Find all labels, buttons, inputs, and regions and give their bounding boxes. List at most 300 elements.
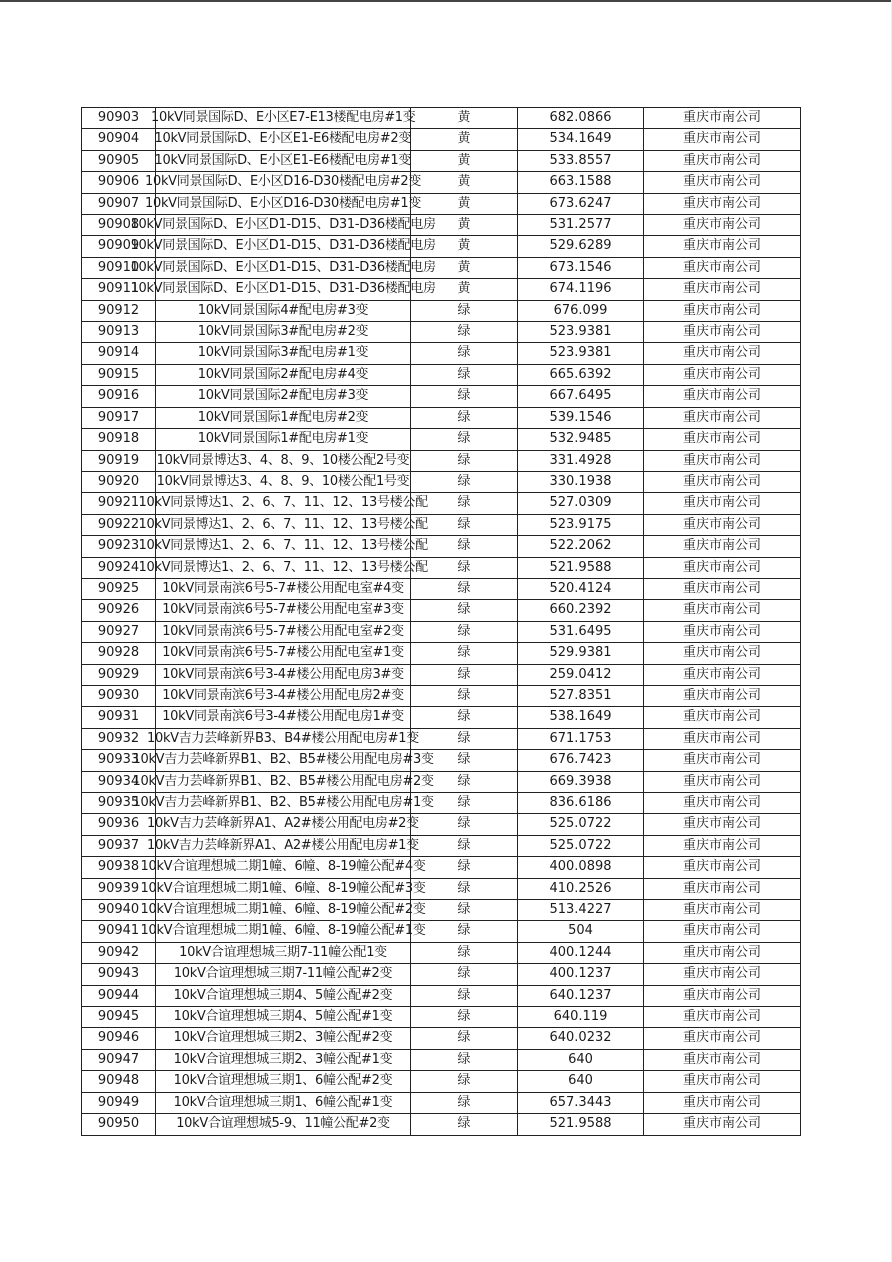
cell-company: 重庆市南公司 — [644, 236, 801, 257]
cell-name-text: 10kV同景国际4#配电房#3变 — [197, 302, 369, 318]
table-row — [82, 364, 801, 385]
cell-id: 90910 — [82, 257, 156, 278]
cell-value: 674.1196 — [518, 279, 644, 300]
cell-id: 90919 — [82, 450, 156, 471]
table-row — [82, 1092, 801, 1113]
cell-color: 绿 — [411, 429, 518, 450]
cell-name — [151, 108, 416, 129]
cell-id: 90941 — [82, 921, 156, 942]
cell-color: 绿 — [411, 407, 518, 428]
cell-value: 660.2392 — [518, 600, 644, 621]
cell-company: 重庆市南公司 — [644, 578, 801, 599]
table-row — [82, 750, 801, 771]
cell-company: 重庆市南公司 — [644, 835, 801, 856]
cell-value: 657.3443 — [518, 1092, 644, 1113]
cell-id: 90943 — [82, 964, 156, 985]
table-row — [82, 1007, 801, 1028]
cell-id: 90931 — [82, 707, 156, 728]
cell-value: 682.0866 — [518, 108, 644, 129]
cell-value: 533.8557 — [518, 150, 644, 171]
table-row — [82, 1071, 801, 1092]
cell-name — [130, 257, 436, 278]
cell-name-text: 10kV合谊理想城二期1幢、6幢、8-19幢公配#2变 — [140, 902, 426, 918]
cell-company: 重庆市南公司 — [644, 750, 801, 771]
cell-name-text: 10kV合谊理想城三期1、6幢公配#1变 — [173, 1094, 393, 1110]
cell-id: 90925 — [82, 578, 156, 599]
cell-value: 527.0309 — [518, 493, 644, 514]
cell-name — [156, 707, 411, 728]
cell-name-text: 10kV同景南滨6号3-4#楼公用配电房3#变 — [162, 666, 404, 682]
cell-name-text: 10kV同景南滨6号5-7#楼公用配电室#1变 — [162, 645, 404, 661]
cell-name — [156, 1028, 411, 1049]
cell-value: 640.119 — [518, 1007, 644, 1028]
transformer-table — [81, 107, 801, 1136]
cell-color: 黄 — [411, 172, 518, 193]
cell-value: 529.6289 — [518, 236, 644, 257]
cell-color: 黄 — [411, 215, 518, 236]
cell-color: 黄 — [411, 279, 518, 300]
cell-name-text: 10kV同景国际3#配电房#2变 — [197, 324, 369, 340]
cell-value: 400.1237 — [518, 964, 644, 985]
cell-name — [138, 493, 428, 514]
cell-name-text: 10kV同景国际D、E小区D16-D30楼配电房#2变 — [145, 174, 422, 190]
cell-name-text: 10kV合谊理想城三期4、5幢公配#2变 — [173, 987, 393, 1003]
page-top-border — [0, 0, 892, 2]
table-row — [82, 343, 801, 364]
cell-name-text: 10kV同景国际D、E小区E7-E13楼配电房#1变 — [151, 110, 416, 125]
cell-name-text: 10kV同景南滨6号5-7#楼公用配电室#4变 — [162, 580, 404, 596]
table-row — [82, 493, 801, 514]
cell-company: 重庆市南公司 — [644, 150, 801, 171]
cell-name-text: 10kV同景国际1#配电房#2变 — [197, 409, 369, 425]
table-row — [82, 942, 801, 963]
cell-value: 538.1649 — [518, 707, 644, 728]
cell-value: 400.1244 — [518, 942, 644, 963]
cell-value: 534.1649 — [518, 129, 644, 150]
table-row — [82, 450, 801, 471]
cell-name-text: 10kV同景南滨6号3-4#楼公用配电房2#变 — [162, 687, 404, 703]
cell-value: 539.1546 — [518, 407, 644, 428]
table-row — [82, 814, 801, 835]
cell-id: 90915 — [82, 364, 156, 385]
table-row — [82, 707, 801, 728]
cell-company: 重庆市南公司 — [644, 300, 801, 321]
table-row — [82, 1049, 801, 1070]
cell-name — [156, 600, 411, 621]
cell-color: 黄 — [411, 129, 518, 150]
table-row — [82, 322, 801, 343]
cell-company: 重庆市南公司 — [644, 793, 801, 814]
cell-name-text: 10kV同景博达3、4、8、9、10楼公配2号变 — [156, 452, 410, 468]
cell-id: 90937 — [82, 835, 156, 856]
cell-company: 重庆市南公司 — [644, 557, 801, 578]
cell-value: 671.1753 — [518, 728, 644, 749]
table-row — [82, 600, 801, 621]
cell-name-text: 10kV同景国际D、E小区E1-E6楼配电房#2变 — [154, 131, 412, 147]
cell-name — [147, 814, 419, 835]
cell-name — [156, 643, 411, 664]
cell-id: 90918 — [82, 429, 156, 450]
table-row — [82, 643, 801, 664]
cell-name-text: 10kV吉力芸峰新界B3、B4#楼公用配电房#1变 — [147, 730, 419, 746]
table-row — [82, 728, 801, 749]
cell-value: 504 — [518, 921, 644, 942]
cell-company: 重庆市南公司 — [644, 536, 801, 557]
cell-name-text: 10kV同景国际2#配电房#3变 — [197, 388, 369, 404]
cell-name — [156, 621, 411, 642]
cell-company: 重庆市南公司 — [644, 707, 801, 728]
cell-name-text: 10kV吉力芸峰新界A1、A2#楼公用配电房#1变 — [147, 837, 419, 853]
cell-id: 90940 — [82, 900, 156, 921]
cell-value: 523.9175 — [518, 514, 644, 535]
cell-company: 重庆市南公司 — [644, 108, 801, 129]
table-row — [82, 921, 801, 942]
cell-name — [145, 172, 422, 193]
cell-company: 重庆市南公司 — [644, 429, 801, 450]
cell-name-text: 10kV同景博达1、2、6、7、11、12、13号楼公配 — [138, 516, 428, 532]
table-row — [82, 1114, 801, 1135]
cell-value: 527.8351 — [518, 685, 644, 706]
cell-name-text: 10kV合谊理想城三期7-11幢公配1变 — [179, 944, 387, 960]
cell-id: 90945 — [82, 1007, 156, 1028]
cell-name-text: 10kV合谊理想城三期7-11幢公配#2变 — [173, 966, 393, 982]
cell-name — [140, 878, 426, 899]
cell-color: 绿 — [411, 857, 518, 878]
cell-color: 黄 — [411, 236, 518, 257]
cell-color: 绿 — [411, 1028, 518, 1049]
cell-company: 重庆市南公司 — [644, 964, 801, 985]
cell-color: 绿 — [411, 364, 518, 385]
table-row — [82, 793, 801, 814]
cell-id: 90922 — [82, 514, 156, 535]
cell-id: 90912 — [82, 300, 156, 321]
cell-value: 676.099 — [518, 300, 644, 321]
table-row — [82, 621, 801, 642]
cell-color: 绿 — [411, 536, 518, 557]
table-row — [82, 536, 801, 557]
cell-name — [156, 1071, 411, 1092]
table-row — [82, 129, 801, 150]
cell-value: 665.6392 — [518, 364, 644, 385]
cell-name — [140, 921, 426, 942]
cell-name — [156, 450, 411, 471]
cell-name — [156, 343, 411, 364]
cell-color: 绿 — [411, 921, 518, 942]
cell-name-text: 10kV合谊理想城二期1幢、6幢、8-19幢公配#1变 — [140, 923, 426, 939]
cell-id: 90905 — [82, 150, 156, 171]
cell-name-text: 10kV同景博达1、2、6、7、11、12、13号楼公配 — [138, 495, 428, 511]
cell-id: 90936 — [82, 814, 156, 835]
cell-color: 绿 — [411, 386, 518, 407]
table-row — [82, 172, 801, 193]
cell-company: 重庆市南公司 — [644, 1071, 801, 1092]
cell-id: 90935 — [82, 793, 156, 814]
table-row — [82, 150, 801, 171]
cell-name-text: 10kV同景国际D、E小区D1-D15、D31-D36楼配电房 — [130, 259, 436, 275]
cell-name — [132, 750, 434, 771]
cell-name — [147, 835, 419, 856]
cell-name — [156, 471, 411, 492]
cell-name — [156, 964, 411, 985]
cell-id: 90911 — [82, 279, 156, 300]
cell-id: 90949 — [82, 1092, 156, 1113]
cell-name — [140, 900, 426, 921]
cell-company: 重庆市南公司 — [644, 1028, 801, 1049]
cell-name-text: 10kV同景博达3、4、8、9、10楼公配1号变 — [156, 473, 410, 489]
table-row — [82, 193, 801, 214]
cell-color: 黄 — [411, 257, 518, 278]
cell-name-text: 10kV吉力芸峰新界B1、B2、B5#楼公用配电房#1变 — [132, 795, 434, 810]
cell-name-text: 10kV合谊理想城三期1、6幢公配#2变 — [173, 1073, 393, 1089]
cell-id: 90948 — [82, 1071, 156, 1092]
cell-id: 90944 — [82, 985, 156, 1006]
cell-name-text: 10kV合谊理想城5-9、11幢公配#2变 — [176, 1116, 390, 1132]
cell-value: 523.9381 — [518, 343, 644, 364]
cell-id: 90932 — [82, 728, 156, 749]
cell-color: 绿 — [411, 471, 518, 492]
cell-name — [156, 386, 411, 407]
cell-color: 绿 — [411, 685, 518, 706]
table-row — [82, 108, 801, 129]
cell-name — [156, 1114, 411, 1135]
cell-name-text: 10kV同景国际D、E小区D1-D15、D31-D36楼配电房 — [130, 281, 436, 297]
cell-company: 重庆市南公司 — [644, 685, 801, 706]
cell-name-text: 10kV合谊理想城三期4、5幢公配#1变 — [173, 1009, 393, 1025]
cell-name — [130, 236, 436, 257]
cell-name — [156, 664, 411, 685]
cell-color: 黄 — [411, 150, 518, 171]
cell-name — [156, 985, 411, 1006]
cell-name — [156, 1049, 411, 1070]
cell-color: 绿 — [411, 728, 518, 749]
cell-company: 重庆市南公司 — [644, 1092, 801, 1113]
cell-value: 330.1938 — [518, 471, 644, 492]
cell-company: 重庆市南公司 — [644, 1007, 801, 1028]
cell-company: 重庆市南公司 — [644, 771, 801, 792]
cell-name-text: 10kV同景国际D、E小区D1-D15、D31-D36楼配电房 — [130, 238, 436, 254]
cell-id: 90906 — [82, 172, 156, 193]
cell-company: 重庆市南公司 — [644, 900, 801, 921]
cell-color: 黄 — [411, 108, 518, 129]
cell-id: 90916 — [82, 386, 156, 407]
cell-name-text: 10kV同景南滨6号5-7#楼公用配电室#3变 — [162, 602, 404, 618]
cell-name-text: 10kV同景南滨6号5-7#楼公用配电室#2变 — [162, 623, 404, 639]
cell-name-text: 10kV吉力芸峰新界A1、A2#楼公用配电房#2变 — [147, 816, 419, 832]
table-row — [82, 878, 801, 899]
cell-name-text: 10kV同景南滨6号3-4#楼公用配电房1#变 — [162, 709, 404, 725]
table-row — [82, 985, 801, 1006]
table-row — [82, 664, 801, 685]
cell-id: 90927 — [82, 621, 156, 642]
cell-name-text: 10kV合谊理想城二期1幢、6幢、8-19幢公配#4变 — [140, 859, 426, 875]
cell-color: 绿 — [411, 1007, 518, 1028]
cell-company: 重庆市南公司 — [644, 322, 801, 343]
cell-value: 529.9381 — [518, 643, 644, 664]
cell-value: 640.1237 — [518, 985, 644, 1006]
cell-company: 重庆市南公司 — [644, 471, 801, 492]
cell-value: 525.0722 — [518, 814, 644, 835]
cell-company: 重庆市南公司 — [644, 857, 801, 878]
cell-id: 90930 — [82, 685, 156, 706]
cell-color: 绿 — [411, 942, 518, 963]
cell-name — [156, 1007, 411, 1028]
cell-name-text: 10kV同景博达1、2、6、7、11、12、13号楼公配 — [138, 559, 428, 575]
cell-id: 90917 — [82, 407, 156, 428]
cell-id: 90947 — [82, 1049, 156, 1070]
cell-id: 90920 — [82, 471, 156, 492]
cell-name — [156, 1092, 411, 1113]
cell-id: 90926 — [82, 600, 156, 621]
table-row — [82, 557, 801, 578]
cell-value: 531.2577 — [518, 215, 644, 236]
cell-value: 513.4227 — [518, 900, 644, 921]
cell-color: 绿 — [411, 493, 518, 514]
cell-id: 90921 — [82, 493, 156, 514]
table-row — [82, 514, 801, 535]
cell-value: 669.3938 — [518, 771, 644, 792]
cell-value: 640.0232 — [518, 1028, 644, 1049]
cell-value: 673.6247 — [518, 193, 644, 214]
cell-company: 重庆市南公司 — [644, 343, 801, 364]
cell-name — [140, 857, 426, 878]
cell-company: 重庆市南公司 — [644, 514, 801, 535]
cell-company: 重庆市南公司 — [644, 1049, 801, 1070]
cell-company: 重庆市南公司 — [644, 215, 801, 236]
cell-value: 523.9381 — [518, 322, 644, 343]
cell-color: 绿 — [411, 1092, 518, 1113]
cell-name-text: 10kV同景国际D、E小区D16-D30楼配电房#1变 — [145, 195, 422, 211]
cell-id: 90938 — [82, 857, 156, 878]
cell-color: 黄 — [411, 193, 518, 214]
table-row — [82, 215, 801, 236]
cell-company: 重庆市南公司 — [644, 279, 801, 300]
cell-company: 重庆市南公司 — [644, 450, 801, 471]
cell-id: 90908 — [82, 215, 156, 236]
cell-name — [138, 557, 428, 578]
cell-color: 绿 — [411, 578, 518, 599]
cell-company: 重庆市南公司 — [644, 257, 801, 278]
cell-value: 521.9588 — [518, 1114, 644, 1135]
cell-name — [156, 407, 411, 428]
cell-name-text: 10kV同景国际D、E小区E1-E6楼配电房#1变 — [154, 152, 412, 168]
cell-name — [130, 215, 436, 236]
cell-id: 90933 — [82, 750, 156, 771]
cell-color: 绿 — [411, 557, 518, 578]
cell-color: 绿 — [411, 300, 518, 321]
cell-company: 重庆市南公司 — [644, 129, 801, 150]
table-row — [82, 386, 801, 407]
cell-company: 重庆市南公司 — [644, 172, 801, 193]
cell-name-text: 10kV同景国际3#配电房#1变 — [197, 345, 369, 361]
cell-id: 90904 — [82, 129, 156, 150]
cell-company: 重庆市南公司 — [644, 621, 801, 642]
cell-name — [156, 322, 411, 343]
cell-color: 绿 — [411, 750, 518, 771]
table-row — [82, 407, 801, 428]
cell-color: 绿 — [411, 771, 518, 792]
cell-color: 绿 — [411, 900, 518, 921]
cell-name — [138, 536, 428, 557]
cell-name — [156, 364, 411, 385]
cell-company: 重庆市南公司 — [644, 407, 801, 428]
cell-color: 绿 — [411, 643, 518, 664]
cell-id: 90923 — [82, 536, 156, 557]
cell-value: 673.1546 — [518, 257, 644, 278]
cell-name — [156, 150, 411, 171]
cell-value: 521.9588 — [518, 557, 644, 578]
cell-name-text: 10kV合谊理想城三期2、3幢公配#1变 — [173, 1051, 393, 1067]
cell-color: 绿 — [411, 985, 518, 1006]
cell-color: 绿 — [411, 664, 518, 685]
table-row — [82, 835, 801, 856]
cell-company: 重庆市南公司 — [644, 600, 801, 621]
cell-id: 90929 — [82, 664, 156, 685]
cell-value: 640 — [518, 1071, 644, 1092]
cell-name-text: 10kV同景国际1#配电房#1变 — [197, 431, 369, 447]
cell-company: 重庆市南公司 — [644, 193, 801, 214]
cell-color: 绿 — [411, 878, 518, 899]
cell-value: 667.6495 — [518, 386, 644, 407]
cell-name — [156, 429, 411, 450]
cell-value: 331.4928 — [518, 450, 644, 471]
cell-color: 绿 — [411, 621, 518, 642]
cell-value: 676.7423 — [518, 750, 644, 771]
cell-name-text: 10kV同景博达1、2、6、7、11、12、13号楼公配 — [138, 538, 428, 554]
cell-company: 重庆市南公司 — [644, 728, 801, 749]
cell-name-text: 10kV同景国际D、E小区D1-D15、D31-D36楼配电房 — [130, 217, 436, 233]
cell-color: 绿 — [411, 814, 518, 835]
cell-id: 90934 — [82, 771, 156, 792]
cell-name — [138, 514, 428, 535]
cell-name — [156, 129, 411, 150]
table-row — [82, 300, 801, 321]
cell-name — [156, 300, 411, 321]
cell-name — [132, 771, 434, 792]
cell-id: 90942 — [82, 942, 156, 963]
cell-company: 重庆市南公司 — [644, 643, 801, 664]
table-row — [82, 771, 801, 792]
table-body — [82, 108, 801, 1136]
cell-value: 532.9485 — [518, 429, 644, 450]
cell-value: 531.6495 — [518, 621, 644, 642]
cell-company: 重庆市南公司 — [644, 921, 801, 942]
cell-name-text: 10kV吉力芸峰新界B1、B2、B5#楼公用配电房#2变 — [132, 773, 434, 789]
cell-id: 90914 — [82, 343, 156, 364]
cell-color: 绿 — [411, 1071, 518, 1092]
cell-color: 绿 — [411, 514, 518, 535]
cell-color: 绿 — [411, 835, 518, 856]
table-row — [82, 964, 801, 985]
cell-value: 640 — [518, 1049, 644, 1070]
cell-color: 绿 — [411, 343, 518, 364]
cell-value: 520.4124 — [518, 578, 644, 599]
cell-company: 重庆市南公司 — [644, 985, 801, 1006]
table-row — [82, 857, 801, 878]
cell-color: 绿 — [411, 450, 518, 471]
cell-company: 重庆市南公司 — [644, 942, 801, 963]
cell-color: 绿 — [411, 322, 518, 343]
cell-name — [156, 685, 411, 706]
cell-color: 绿 — [411, 600, 518, 621]
cell-name — [145, 193, 422, 214]
cell-color: 绿 — [411, 1049, 518, 1070]
table-row — [82, 578, 801, 599]
cell-name — [156, 942, 411, 963]
table-row — [82, 1028, 801, 1049]
cell-name-text: 10kV合谊理想城二期1幢、6幢、8-19幢公配#3变 — [140, 880, 426, 896]
cell-company: 重庆市南公司 — [644, 386, 801, 407]
cell-id: 90939 — [82, 878, 156, 899]
